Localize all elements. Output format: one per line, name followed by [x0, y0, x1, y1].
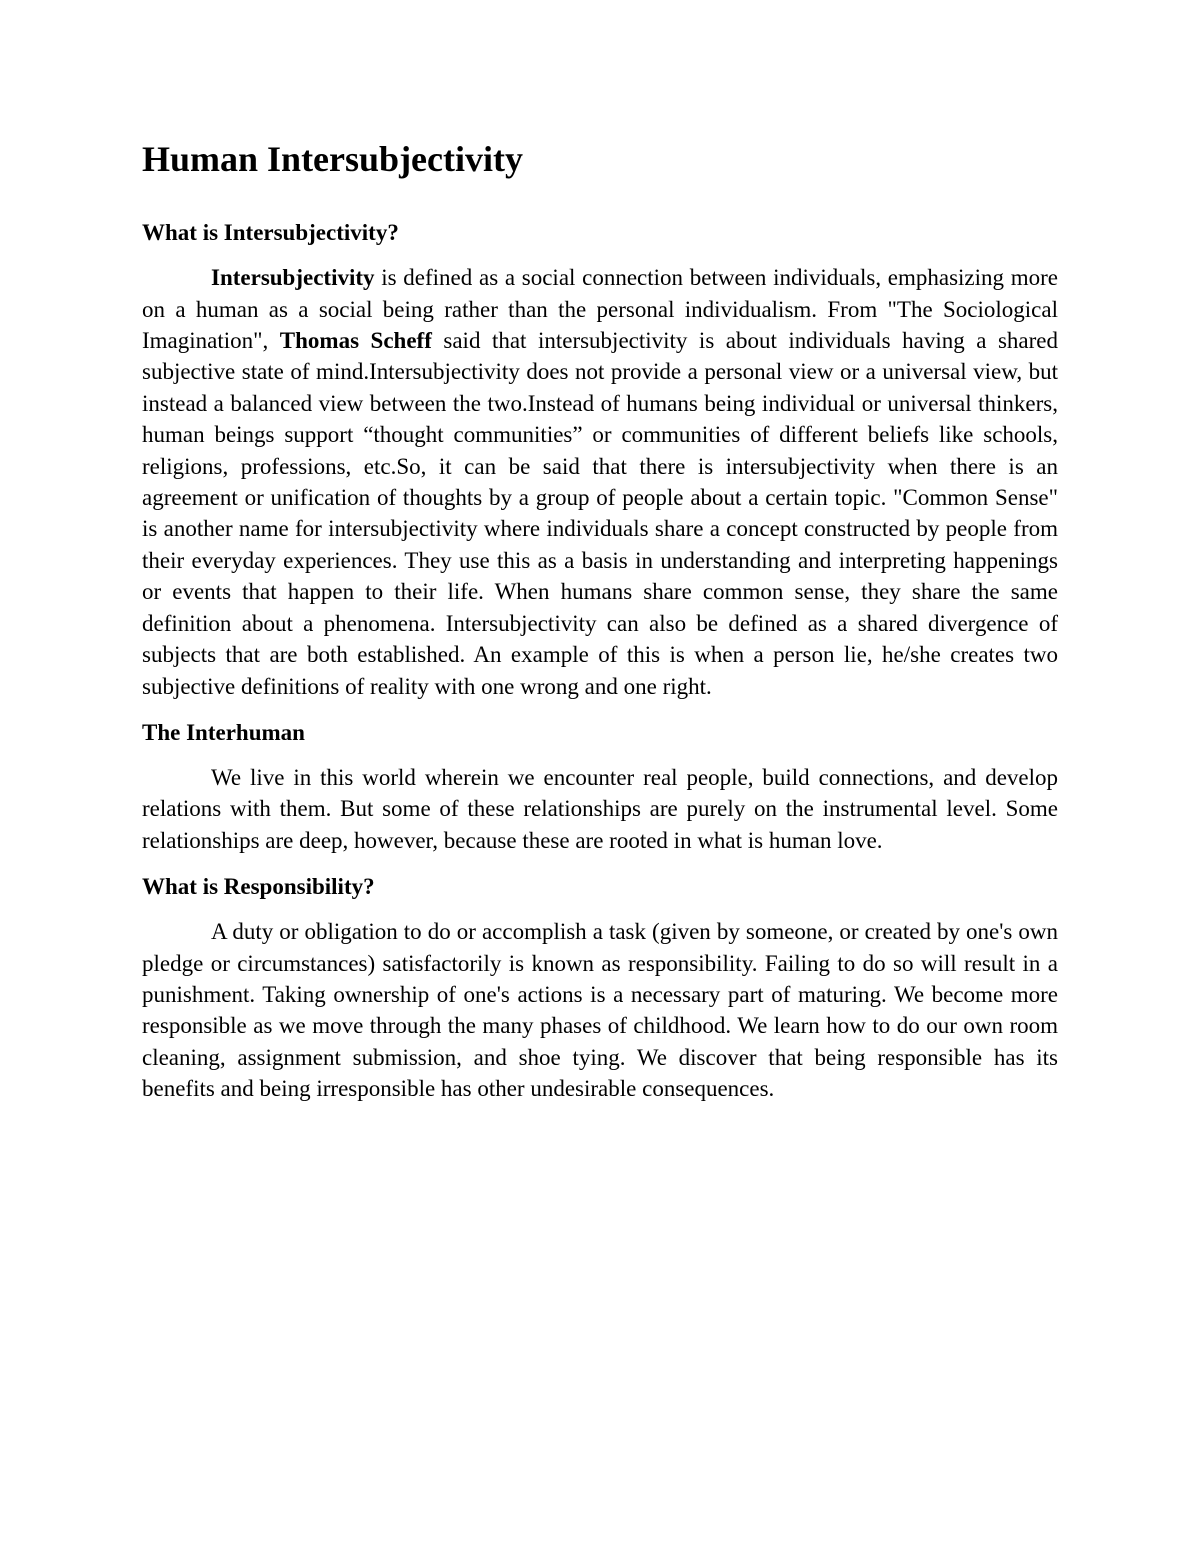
document-page	[142, 138, 1058, 1120]
paragraph-interhuman: We live in this world wherein we encounter real people, build connections, and develop relations with them. But some of these relationships are purely on the instrumental level. Some relationships are deep, however, because these are rooted in what is human love.	[142, 764, 1058, 853]
paragraph-text-part-a: is defined as a social connection between individuals, emphasizing more on a human as a social being rather than the personal individualism. From "The Sociological Imagination",	[142, 265, 1058, 354]
bold-term-intersubjectivity: Intersubjectivity	[211, 265, 375, 291]
section-heading-intersubjectivity: What is Intersubjectivity?	[142, 220, 399, 246]
document-title: Human Intersubjectivity	[142, 139, 523, 179]
paragraph-responsibility: A duty or obligation to do or accomplish a task (given by someone, or created by one's own pledge or circumstances) satisfactorily is known as responsibility. Failing to do so will result in a punishment. Taking ownership of one's actions is a necessary part of maturing. We become more responsible as we move through the many phases of childhood. We learn how to do our own room cleaning, assignment submission, and shoe tying. We discover that being responsible has its benefits and being irresponsible has other undesirable consequences.	[142, 919, 1058, 1102]
paragraph-text-part-b: said that intersubjectivity is about individuals having a shared subjective state of mind.Intersubjectivity does not provide a personal view or a universal view, but instead a balanced view between the two.Instead of humans being individual or universal thinkers, human beings support “thought communities” or communities of different beliefs like schools, religions, professions, etc.So, it can be said that there is intersubjectivity when there is an agreement or unification of thoughts by a group of people about a certain topic. "Common Sense" is another name for intersubjectivity where individuals share a concept constructed by people from their everyday experiences. They use this as a basis in understanding and interpreting happenings or events that happen to their life. When humans share common sense, they share the same definition about a phenomena. Intersubjectivity can also be defined as a shared divergence of subjects that are both established. An example of this is when a person lie, he/she creates two subjective definitions of reality with one wrong and one right.	[142, 328, 1059, 699]
paragraph-intersubjectivity	[142, 262, 1058, 702]
bold-name-thomas-scheff: Thomas Scheff	[279, 328, 432, 354]
section-heading-responsibility: What is Responsibility?	[142, 874, 375, 900]
section-heading-interhuman: The Interhuman	[142, 719, 305, 745]
